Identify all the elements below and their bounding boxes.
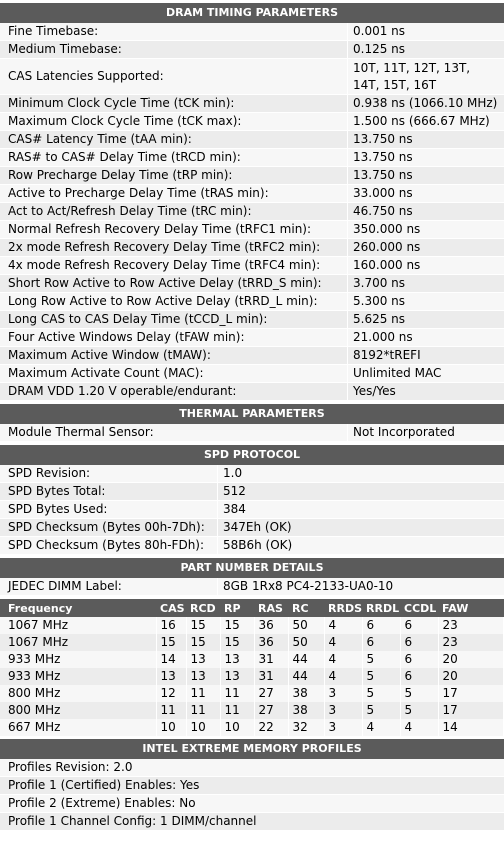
row-value: Yes/Yes xyxy=(353,384,396,398)
row-value: 10T, 11T, 12T, 13T, 14T, 15T, 16T xyxy=(353,60,471,92)
table-row xyxy=(0,167,504,185)
table-cell: 5 xyxy=(362,651,400,668)
table-row xyxy=(0,257,504,275)
table-cell: 5 xyxy=(362,685,400,702)
table-cell: 13 xyxy=(220,651,254,668)
row-label: Four Active Windows Delay (tFAW min): xyxy=(0,329,348,346)
row-value: 46.750 ns xyxy=(353,204,413,218)
xmp-list xyxy=(0,759,504,831)
table-cell: 17 xyxy=(438,685,504,702)
table-cell: 13 xyxy=(186,651,220,668)
table-cell: 36 xyxy=(254,617,288,634)
table-cell: 3 xyxy=(324,685,362,702)
row-value: 1.0 xyxy=(223,466,243,480)
table-cell: 13 xyxy=(220,668,254,685)
row-value: 347Eh (OK) xyxy=(223,520,292,534)
col-header-faw: FAW xyxy=(438,599,504,617)
table-row xyxy=(0,59,504,95)
row-value: 512 xyxy=(223,484,246,498)
spd-report xyxy=(0,3,504,831)
table-cell: 12 xyxy=(156,685,186,702)
table-cell: 14 xyxy=(438,719,504,736)
row-label: Maximum Active Window (tMAW): xyxy=(0,347,348,364)
row-label: SPD Checksum (Bytes 80h-FDh): xyxy=(0,537,218,554)
table-cell: 15 xyxy=(186,634,220,651)
table-row xyxy=(0,221,504,239)
table-cell: 800 MHz xyxy=(0,685,156,702)
table-cell: 4 xyxy=(324,617,362,634)
row-value: 1.500 ns (666.67 MHz) xyxy=(353,114,490,128)
table-cell: 3 xyxy=(324,702,362,719)
table-cell: 13 xyxy=(156,668,186,685)
table-row xyxy=(0,578,504,596)
xmp-line: Profile 1 (Certified) Enables: Yes xyxy=(8,778,200,792)
table-cell: 31 xyxy=(254,668,288,685)
col-header-rrds: RRDS xyxy=(324,599,362,617)
row-label: CAS Latencies Supported: xyxy=(0,59,348,94)
xmp-header: INTEL EXTREME MEMORY PROFILES xyxy=(0,739,504,759)
table-cell: 5 xyxy=(400,685,438,702)
row-value: 8192*tREFI xyxy=(353,348,421,362)
table-cell: 20 xyxy=(438,651,504,668)
table-row xyxy=(0,719,504,736)
row-label: SPD Revision: xyxy=(0,465,218,482)
table-cell: 10 xyxy=(156,719,186,736)
row-label: Short Row Active to Row Active Delay (tRRD_S min): xyxy=(0,275,348,292)
row-label: Long CAS to CAS Delay Time (tCCD_L min): xyxy=(0,311,348,328)
table-row xyxy=(0,501,504,519)
table-cell: 800 MHz xyxy=(0,702,156,719)
row-label: Medium Timebase: xyxy=(0,41,348,58)
table-cell: 27 xyxy=(254,702,288,719)
table-row xyxy=(0,483,504,501)
table-row xyxy=(0,293,504,311)
table-cell: 11 xyxy=(220,685,254,702)
table-cell: 27 xyxy=(254,685,288,702)
table-cell: 5 xyxy=(362,702,400,719)
row-label: Minimum Clock Cycle Time (tCK min): xyxy=(0,95,348,112)
col-header-ccdl: CCDL xyxy=(400,599,438,617)
table-row xyxy=(0,149,504,167)
table-cell: 1067 MHz xyxy=(0,617,156,634)
spd-protocol-table xyxy=(0,465,504,555)
row-value: 58B6h (OK) xyxy=(223,538,293,552)
table-row xyxy=(0,383,504,401)
row-label: 4x mode Refresh Recovery Delay Time (tRFC4 min): xyxy=(0,257,348,274)
table-cell: 15 xyxy=(220,634,254,651)
xmp-line: Profiles Revision: 2.0 xyxy=(8,760,133,774)
table-row xyxy=(0,668,504,685)
row-value: Unlimited MAC xyxy=(353,366,442,380)
table-row xyxy=(0,203,504,221)
row-label: SPD Bytes Used: xyxy=(0,501,218,518)
row-value: 0.001 ns xyxy=(353,24,406,38)
table-cell: 44 xyxy=(288,668,324,685)
table-cell: 38 xyxy=(288,685,324,702)
list-item xyxy=(0,759,504,777)
table-row xyxy=(0,239,504,257)
row-value: 0.938 ns (1066.10 MHz) xyxy=(353,96,498,110)
table-cell: 15 xyxy=(156,634,186,651)
table-cell: 13 xyxy=(186,668,220,685)
row-value: 8GB 1Rx8 PC4-2133-UA0-10 xyxy=(223,579,394,593)
table-cell: 10 xyxy=(186,719,220,736)
table-cell: 6 xyxy=(400,617,438,634)
table-cell: 10 xyxy=(220,719,254,736)
dram-timing-header: DRAM TIMING PARAMETERS xyxy=(0,3,504,23)
row-value: 0.125 ns xyxy=(353,42,406,56)
row-label: Maximum Activate Count (MAC): xyxy=(0,365,348,382)
table-cell: 32 xyxy=(288,719,324,736)
row-label: Active to Precharge Delay Time (tRAS min): xyxy=(0,185,348,202)
table-cell: 50 xyxy=(288,634,324,651)
col-header-cas: CAS xyxy=(156,599,186,617)
row-value: 160.000 ns xyxy=(353,258,421,272)
table-row xyxy=(0,95,504,113)
table-row xyxy=(0,365,504,383)
table-cell: 6 xyxy=(400,668,438,685)
row-value: 21.000 ns xyxy=(353,330,413,344)
col-header-rp: RP xyxy=(220,599,254,617)
table-row xyxy=(0,685,504,702)
table-cell: 16 xyxy=(156,617,186,634)
row-label: SPD Checksum (Bytes 00h-7Dh): xyxy=(0,519,218,536)
row-label: Normal Refresh Recovery Delay Time (tRFC1 min): xyxy=(0,221,348,238)
table-cell: 23 xyxy=(438,617,504,634)
list-item xyxy=(0,813,504,831)
col-header-rcd: RCD xyxy=(186,599,220,617)
table-cell: 38 xyxy=(288,702,324,719)
table-row xyxy=(0,424,504,442)
row-label: 2x mode Refresh Recovery Delay Time (tRFC2 min): xyxy=(0,239,348,256)
table-cell: 6 xyxy=(362,634,400,651)
table-row xyxy=(0,634,504,651)
row-value: 5.300 ns xyxy=(353,294,406,308)
col-header-rc: RC xyxy=(288,599,324,617)
table-cell: 15 xyxy=(220,617,254,634)
list-item xyxy=(0,777,504,795)
list-item xyxy=(0,795,504,813)
table-row xyxy=(0,329,504,347)
row-label: Module Thermal Sensor: xyxy=(0,424,348,441)
table-cell: 44 xyxy=(288,651,324,668)
table-cell: 3 xyxy=(324,719,362,736)
table-cell: 6 xyxy=(400,651,438,668)
table-row xyxy=(0,537,504,555)
row-label: Long Row Active to Row Active Delay (tRRD_L min): xyxy=(0,293,348,310)
table-row xyxy=(0,347,504,365)
table-cell: 6 xyxy=(400,634,438,651)
table-cell: 4 xyxy=(362,719,400,736)
row-label: Fine Timebase: xyxy=(0,23,348,40)
col-header-frequency: Frequency xyxy=(0,599,156,617)
row-value: 13.750 ns xyxy=(353,132,413,146)
part-number-table xyxy=(0,578,504,596)
table-row xyxy=(0,41,504,59)
row-label: Act to Act/Refresh Delay Time (tRC min): xyxy=(0,203,348,220)
row-value: 3.700 ns xyxy=(353,276,406,290)
row-value: 33.000 ns xyxy=(353,186,413,200)
table-row xyxy=(0,465,504,483)
row-value: 13.750 ns xyxy=(353,150,413,164)
table-cell: 667 MHz xyxy=(0,719,156,736)
row-label: SPD Bytes Total: xyxy=(0,483,218,500)
table-cell: 4 xyxy=(324,668,362,685)
thermal-header: THERMAL PARAMETERS xyxy=(0,404,504,424)
table-cell: 4 xyxy=(324,651,362,668)
table-row xyxy=(0,23,504,41)
table-cell: 933 MHz xyxy=(0,668,156,685)
table-header-row xyxy=(0,599,504,617)
row-label: CAS# Latency Time (tAA min): xyxy=(0,131,348,148)
row-label: JEDEC DIMM Label: xyxy=(0,578,218,595)
row-label: DRAM VDD 1.20 V operable/endurant: xyxy=(0,383,348,400)
table-cell: 933 MHz xyxy=(0,651,156,668)
table-cell: 50 xyxy=(288,617,324,634)
table-row xyxy=(0,651,504,668)
row-value: 5.625 ns xyxy=(353,312,406,326)
row-label: Row Precharge Delay Time (tRP min): xyxy=(0,167,348,184)
row-value: 13.750 ns xyxy=(353,168,413,182)
table-cell: 11 xyxy=(186,702,220,719)
thermal-table xyxy=(0,424,504,442)
table-cell: 15 xyxy=(186,617,220,634)
dram-timing-table xyxy=(0,23,504,401)
frequency-table-body xyxy=(0,617,504,736)
table-cell: 36 xyxy=(254,634,288,651)
table-row xyxy=(0,275,504,293)
table-cell: 17 xyxy=(438,702,504,719)
part-number-header: PART NUMBER DETAILS xyxy=(0,558,504,578)
table-cell: 6 xyxy=(362,617,400,634)
table-row xyxy=(0,131,504,149)
row-value: Not Incorporated xyxy=(353,425,455,439)
xmp-line: Profile 1 Channel Config: 1 DIMM/channel xyxy=(8,814,257,828)
frequency-timing-table xyxy=(0,599,504,736)
table-cell: 14 xyxy=(156,651,186,668)
table-cell: 11 xyxy=(220,702,254,719)
row-value: 350.000 ns xyxy=(353,222,421,236)
xmp-line: Profile 2 (Extreme) Enables: No xyxy=(8,796,196,810)
table-cell: 4 xyxy=(400,719,438,736)
table-cell: 1067 MHz xyxy=(0,634,156,651)
table-cell: 22 xyxy=(254,719,288,736)
table-row xyxy=(0,617,504,634)
table-row xyxy=(0,519,504,537)
table-row xyxy=(0,185,504,203)
col-header-ras: RAS xyxy=(254,599,288,617)
row-label: RAS# to CAS# Delay Time (tRCD min): xyxy=(0,149,348,166)
table-cell: 31 xyxy=(254,651,288,668)
row-value: 260.000 ns xyxy=(353,240,421,254)
table-cell: 5 xyxy=(362,668,400,685)
row-label: Maximum Clock Cycle Time (tCK max): xyxy=(0,113,348,130)
spd-protocol-header: SPD PROTOCOL xyxy=(0,445,504,465)
table-cell: 23 xyxy=(438,634,504,651)
table-row xyxy=(0,311,504,329)
table-row xyxy=(0,113,504,131)
table-cell: 11 xyxy=(186,685,220,702)
table-cell: 4 xyxy=(324,634,362,651)
table-row xyxy=(0,702,504,719)
table-cell: 5 xyxy=(400,702,438,719)
col-header-rrdl: RRDL xyxy=(362,599,400,617)
table-cell: 20 xyxy=(438,668,504,685)
row-value: 384 xyxy=(223,502,246,516)
table-cell: 11 xyxy=(156,702,186,719)
